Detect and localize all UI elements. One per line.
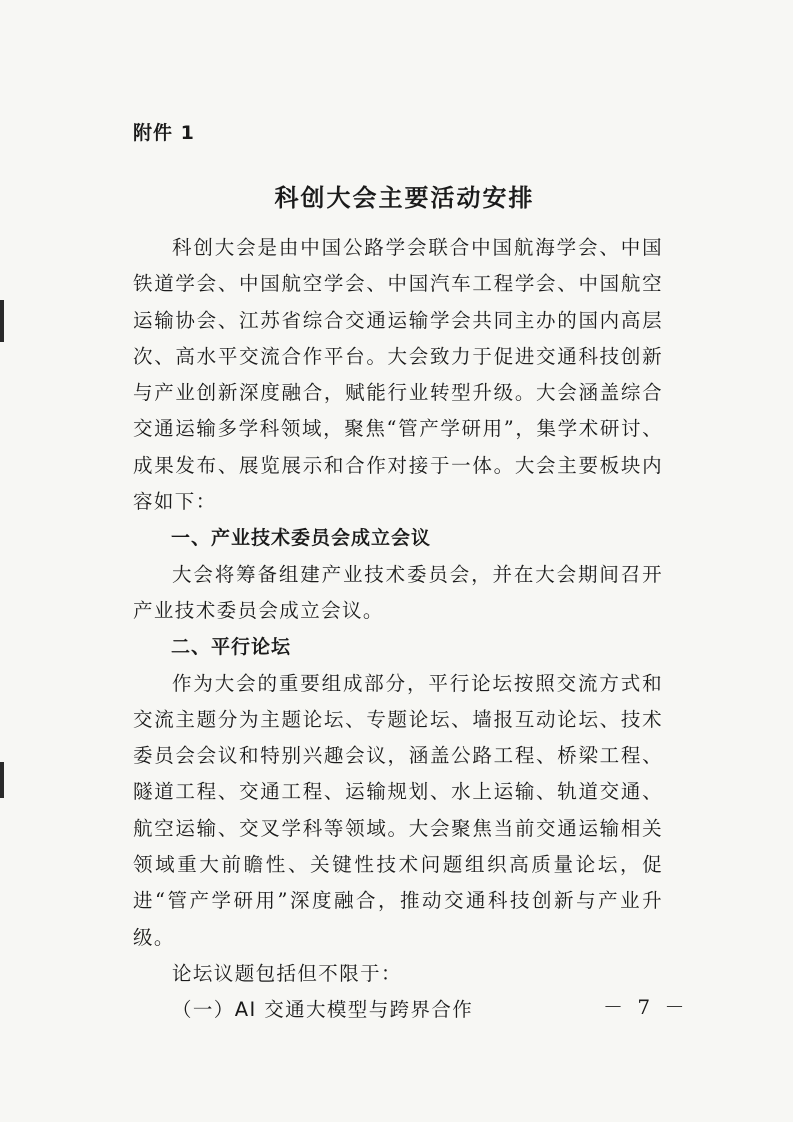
scan-edge-mark (0, 300, 4, 342)
scan-edge-mark (0, 762, 4, 798)
section-heading-parallel-forums: 二、平行论坛 (171, 636, 292, 659)
document-title: 科创大会主要活动安排 (274, 183, 535, 212)
section-heading-industry-committee: 一、产业技术委员会成立会议 (171, 527, 432, 550)
page-number: － 7 － (603, 995, 689, 1019)
intro-paragraph: 科创大会是由中国公路学会联合中国航海学会、中国铁道学会、中国航空学会、中国汽车工程学会、中国航空运输协会、江苏省综合交通运输学会共同主办的国内高层次、高水平交流合作平台。大会致力于促进交通科技创新与产业创新深度融合，赋能行业转型升级。大会涵盖综合交通运输多学科领域，聚焦“管产学研用”，集学术研讨、成果发布、展览展示和合作对接于一体。大会主要板块内容如下： (133, 236, 663, 514)
forum-topic-item: （一）AI 交通大模型与跨界合作 (172, 998, 474, 1022)
section-paragraph: 作为大会的重要组成部分，平行论坛按照交流方式和交流主题分为主题论坛、专题论坛、墙报互动论坛、技术委员会会议和特别兴趣会议，涵盖公路工程、桥梁工程、隧道工程、交通工程、运输规划、水上运输、轨道交通、航空运输、交叉学科等领域。大会聚焦当前交通运输相关领域重大前瞻性、关键性技术问题组织高质量论坛，促进“管产学研用”深度融合，推动交通科技创新与产业升级。 (133, 671, 663, 949)
section-paragraph: 论坛议题包括但不限于： (172, 961, 402, 985)
attachment-label: 附件 1 (133, 122, 195, 144)
section-paragraph: 大会将筹备组建产业技术委员会，并在大会期间召开产业技术委员会成立会议。 (133, 562, 663, 622)
document-body (133, 230, 663, 1029)
